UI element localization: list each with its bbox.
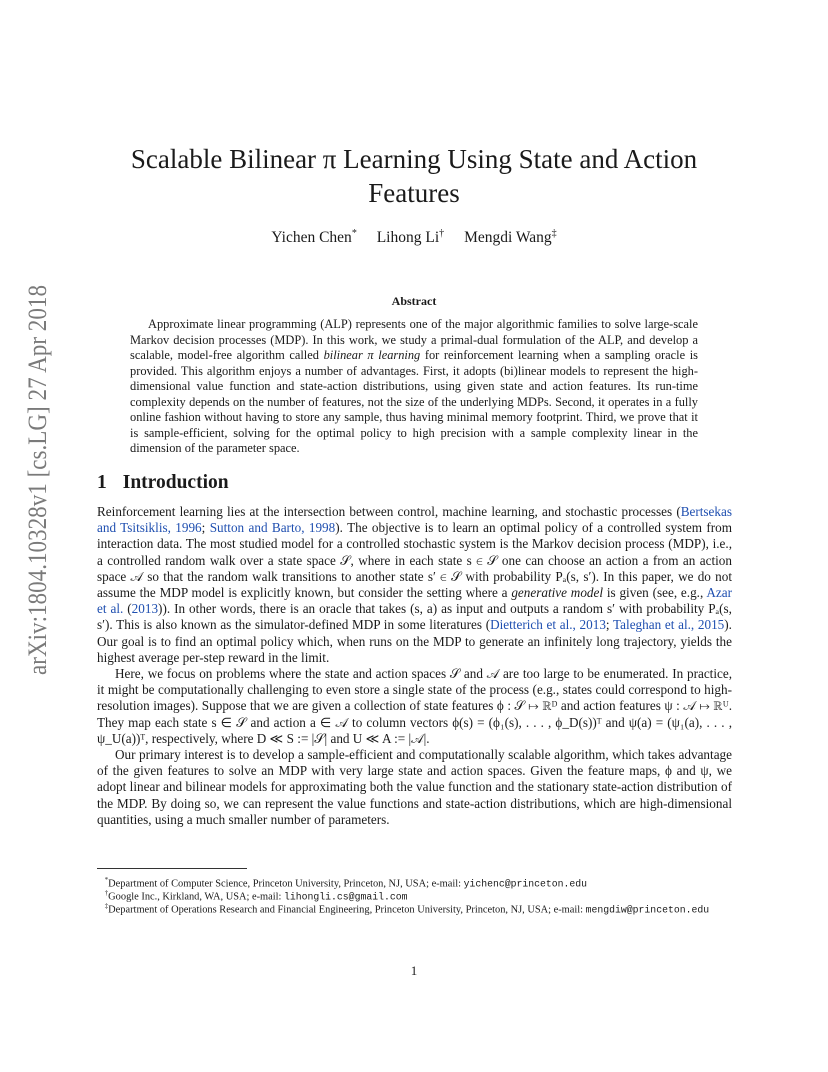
p1-part-c: is given (see, e.g., [603, 585, 707, 601]
p1-part-a: Reinforcement learning lies at the intersection between control, machine learning, and stochastic processes ( [97, 504, 681, 519]
abstract-text [130, 317, 698, 457]
author-2 [377, 229, 444, 246]
abstract-emphasis: bilinear π learning [323, 348, 421, 362]
citation-dietterich[interactable]: Dietterich et al., 2013 [490, 617, 606, 633]
paragraph-3: Our primary interest is to develop a sample-efficient and computationally scalable algorithm, which takes advantage of the given features to solve an MDP with very large state and action spaces. Given the feature maps, ϕ and ψ, we adopt linear and bilinear models for approximating both the value function and the stationary state-action distribution of the MDP. By doing so, we can represent the value functions and state-action distributions, which are high-dimensional quantities, using a much smaller number of parameters. [97, 747, 732, 827]
footnote-2-text: Google Inc., Kirkland, WA, USA; e-mail: [108, 891, 285, 903]
body-text [97, 504, 732, 828]
author-list [100, 228, 728, 247]
footnote-1-mark: * [104, 877, 109, 884]
p1-part-b: ). The objective is to learn an optimal policy of a controlled system from interaction data. The most studied model for a controlled stochastic system is the Markov decision process (MDP), i.e., a controlled random walk over a state space 𝒮, where in each state s ∈ 𝒮 one can choose an action a from an action space 𝒜 so that the random walk transitions to another state s′ ∈ 𝒮 with probability Pₐ(s, s′). In this paper, we do not assume the MDP model is explicitly known, but consider the setting where a [97, 520, 732, 601]
citation-sutton[interactable]: Sutton and Barto, 1998 [209, 520, 336, 536]
footnote-3-text: Department of Operations Research and Financial Engineering, Princeton University, Princeton, NJ, USA; e-mail: [108, 904, 586, 916]
footnote-3-mark: ‡ [104, 903, 109, 910]
footnote-3 [97, 900, 732, 916]
p1-part-d: ). In other words, there is an oracle that takes (s, a) as input and outputs a random s′ with probability Pₐ(s, s′). This is also known as the simulator-defined MDP in some literatures ( [97, 601, 732, 633]
section-number: 1 [97, 472, 107, 493]
citation-azar[interactable]: Azar et al. [97, 585, 732, 617]
p1-emphasis: generative model [511, 585, 604, 601]
footnote-2-mark: † [104, 890, 109, 897]
author-1-name: Yichen Chen [271, 229, 352, 247]
arxiv-stamp [10, 280, 60, 680]
author-1-mark: * [351, 228, 357, 239]
page-number: 1 [410, 963, 418, 978]
paragraph-2: Here, we focus on problems where the state and action spaces 𝒮 and 𝒜 are too large to be enumerated. In practice, it might be computationally challenging to even store a single state of the process (e.g., states could correspond to high-resolution images). Suppose that we are given a collection of state features ϕ : 𝒮 ↦ ℝᴰ and action features ψ : 𝒜 ↦ ℝᵁ. They map each state s ∈ 𝒮 and action a ∈ 𝒜 to column vectors ϕ(s) = (ϕ₁(s), . . . , ϕ_D(s))ᵀ and ψ(a) = (ψ₁(a), . . . , ψ_U(a))ᵀ, respectively, where D ≪ S := |𝒮| and U ≪ A := |𝒜|. [97, 666, 732, 746]
author-3-name: Mengdi Wang [464, 229, 552, 247]
title-line-1: Scalable Bilinear π Learning Using State and Action [130, 144, 698, 174]
author-3-mark: ‡ [551, 228, 557, 239]
citation-azar-year[interactable]: 2013 [131, 601, 159, 617]
arxiv-stamp-text: arXiv:1804.10328v1 [cs.LG] 27 Apr 2018 [23, 280, 52, 675]
abstract-heading: Abstract [391, 294, 437, 308]
author-3 [464, 229, 557, 246]
abstract-part-b: for reinforcement learning when a sampling oracle is provided. This algorithm enjoys a number of advantages. First, it adopts (bi)linear models to represent the high-dimensional value function and state-action distributions, using given state and action features. Its run-time complexity depends on the number of features, not the size of the underlying MDPs. Second, it operates in a fully online fashion without having to store any sample, thus having minimal memory footprint. Third, we prove that it is sample-efficient, solving for the optimal policy to high precision with a sample complexity linear in the dimension of the parameter space. [130, 348, 698, 455]
author-1 [271, 229, 357, 246]
footnote-2-email[interactable]: lihongli.cs@gmail.com [284, 891, 408, 903]
abstract-part-a: Approximate linear programming (ALP) represents one of the major algorithmic families to solve large-scale Markov decision processes (MDP). In this work, we study a primal-dual formulation of the ALP, and develop a scalable, model-free algorithm called [130, 317, 698, 362]
citation-taleghan[interactable]: Taleghan et al., 2015 [613, 617, 725, 633]
paper-title [100, 142, 728, 210]
footnote-rule [97, 868, 247, 869]
footnote-1-text: Department of Computer Science, Princeton University, Princeton, NJ, USA; e-mail: [108, 878, 464, 890]
title-line-2: Features [368, 178, 460, 208]
author-2-name: Lihong Li [376, 229, 440, 247]
p1-sep-2: ; [605, 617, 614, 633]
p1-sep-1: ; [201, 520, 210, 536]
section-heading [97, 472, 229, 494]
p1-part-e: ). Our goal is to find an optimal policy which, when runs on the MDP to generate an infinitely long trajectory, yields the highest average per-step reward in the limit. [97, 617, 732, 665]
section-title: Introduction [122, 472, 229, 493]
footnote-3-email[interactable]: mengdiw@princeton.edu [585, 904, 710, 916]
citation-bertsekas[interactable]: Bertsekas and Tsitsiklis, 1996 [97, 504, 732, 536]
author-2-mark: † [439, 228, 445, 239]
paragraph-1: Reinforcement learning lies at the intersection between control, machine learning, and stochastic processes (Bertsekas and Tsitsiklis, 1996; Sutton and Barto, 1998). The objective is to learn an optimal policy of a controlled system from interaction data. The most studied model for a controlled stochastic system is the Markov decision process (MDP), i.e., a controlled random walk over a state space 𝒮, where in each state s ∈ 𝒮 one can choose an action a from an action space 𝒜 so that the random walk transitions to another state s′ ∈ 𝒮 with probability Pₐ(s, s′). In this paper, we do not assume the MDP model is explicitly known, but consider the setting where a generative model is given (see, e.g., Azar et al. (2013)). In other words, there is an oracle that takes (s, a) as input and outputs a random s′ with probability Pₐ(s, s′). This is also known as the simulator-defined MDP in some literatures (Dietterich et al., 2013; Taleghan et al., 2015). Our goal is to find an optimal policy which, when runs on the MDP to generate an infinitely long trajectory, yields the highest average per-step reward in the limit. [97, 504, 732, 665]
footnote-1-email[interactable]: yichenc@princeton.edu [463, 878, 588, 890]
